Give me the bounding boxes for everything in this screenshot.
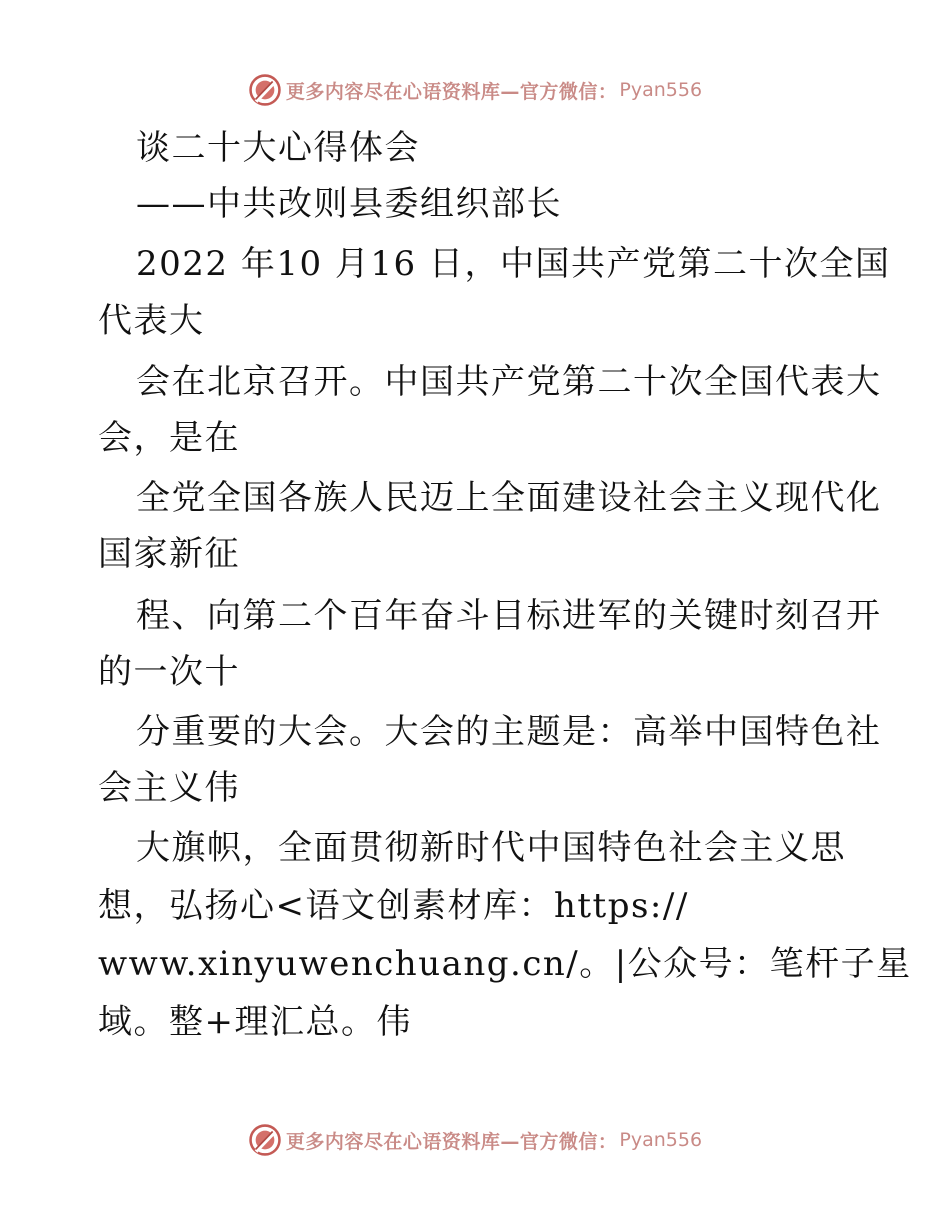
paragraph-line: 域。整+理汇总。伟 (98, 1002, 412, 1042)
pen-logo-icon (248, 73, 282, 107)
paragraph-line: 程、向第二个百年奋斗目标进军的关键时刻召开 (136, 596, 882, 636)
footer-banner (0, 1118, 950, 1162)
paragraph-line: 分重要的大会。大会的主题是：高举中国特色社 (136, 712, 882, 752)
paragraph-line: 会主义伟 (98, 768, 240, 808)
paragraph-line: 国家新征 (98, 534, 240, 574)
banner-wechat-id: Pyan556 (619, 1129, 703, 1151)
paragraph-line: 会在北京召开。中国共产党第二十次全国代表大 (136, 362, 882, 402)
paragraph-line: 的一次十 (98, 652, 240, 692)
paragraph-line: 全党全国各族人民迈上全面建设社会主义现代化 (136, 478, 882, 518)
paragraph-line: 代表大 (98, 301, 205, 341)
header-banner (0, 68, 950, 112)
doc-title: 谈二十大心得体会 (136, 128, 420, 168)
paragraph-line: 会，是在 (98, 418, 240, 458)
paragraph-line: 2022 年10 月16 日，中国共产党第二十次全国 (136, 244, 891, 284)
paragraph-line: 想，弘扬心<语文创素材库：https:// (98, 886, 689, 926)
paragraph-line: www.xinyuwenchuang.cn/。|公众号：笔杆子星 (98, 944, 912, 984)
paragraph-line: 大旗帜，全面贯彻新时代中国特色社会主义思 (136, 828, 846, 868)
banner-text: 更多内容尽在心语资料库—官方微信： (285, 1130, 618, 1153)
banner-text: 更多内容尽在心语资料库—官方微信： (285, 80, 618, 103)
doc-subtitle: ——中共改则县委组织部长 (136, 184, 562, 224)
banner-wechat-id: Pyan556 (619, 79, 703, 101)
pen-logo-icon (248, 1123, 282, 1157)
